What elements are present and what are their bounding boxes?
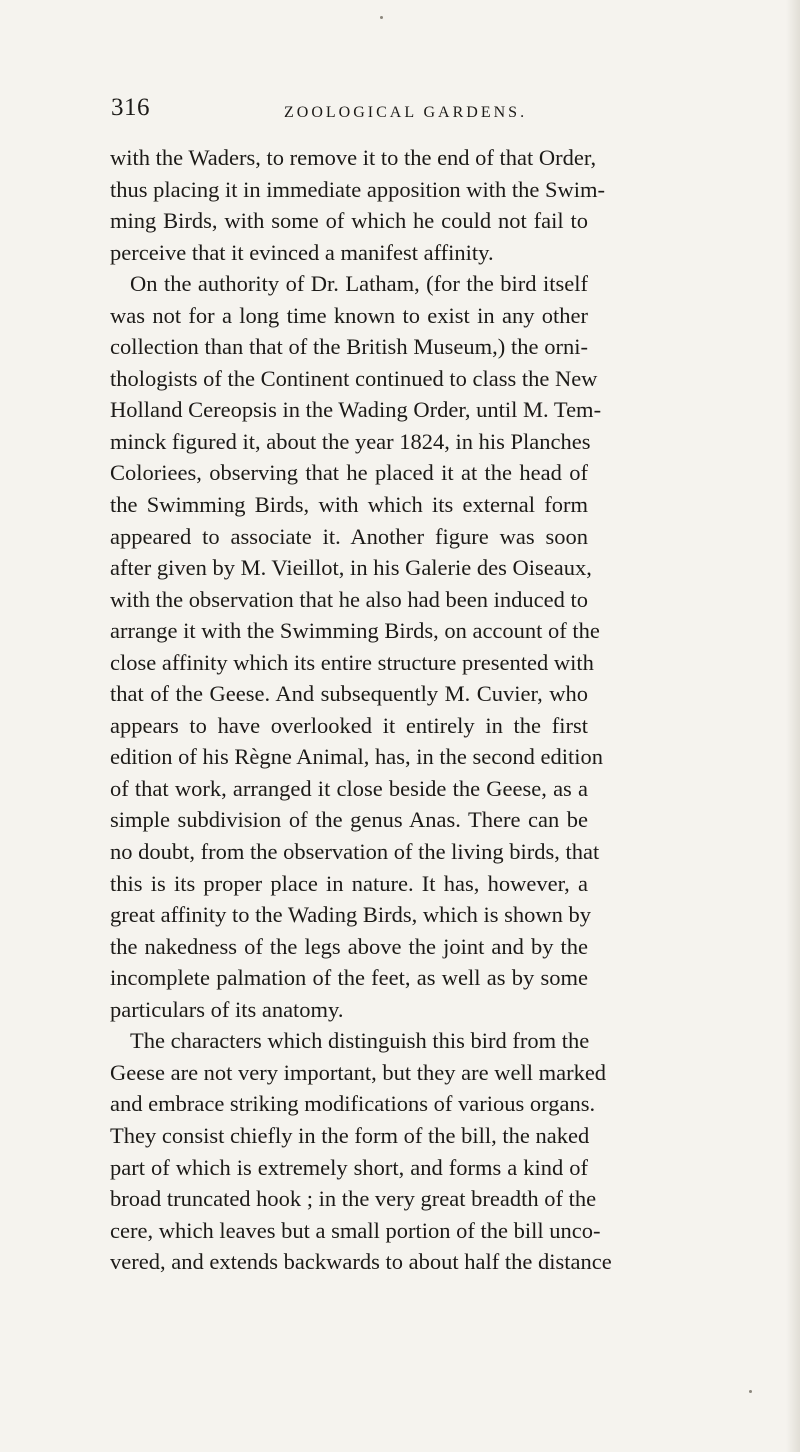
text-line: arrange it with the Swimming Birds, on account of the [110,618,600,644]
text-line: with the Waders, to remove it to the end of that Order, [110,145,597,170]
text-line: thologists of the Continent continued to class the New [110,365,598,391]
text-line: no doubt, from the observation of the living birds, that [110,839,600,865]
running-title: ZOOLOGICAL GARDENS. [284,104,528,121]
text-line: ming Birds, with some of which he could not fail to [110,208,588,234]
text-line: The characters which distinguish this bird from the [130,1028,590,1054]
text-line: thus placing it in immediate apposition with the Swim- [110,176,605,202]
text-line: incomplete palmation of the feet, as well as by some [110,965,588,991]
text-line: simple subdivision of the genus Anas. There can be [110,807,588,833]
paper-speck [380,16,383,19]
text-line: cere, which leaves but a small portion of the bill unco- [110,1217,601,1243]
page-edge-shadow [786,0,800,1452]
text-line: of that work, arranged it close beside the Geese, as a [110,775,588,801]
text-line: They consist chiefly in the form of the bill, the naked [110,1122,590,1148]
body-text [110,142,612,1278]
text-line: perceive that it evinced a manifest affinity. [110,239,494,265]
paper-speck [749,1390,752,1393]
text-line: with the observation that he also had been induced to [110,586,588,612]
text-line: that of the Geese. And subsequently M. Cuvier, who [110,681,588,707]
text-line: appeared to associate it. Another figure was soon [110,523,588,549]
text-line: Holland Cereopsis in the Wading Order, until M. Tem- [110,397,602,423]
text-line: close affinity which its entire structure presented with [110,649,594,675]
text-line: was not for a long time known to exist in any other [110,302,588,328]
text-line: edition of his Règne Animal, has, in the second edition [110,744,604,770]
text-line: On the authority of Dr. Latham, (for the bird itself [130,271,588,297]
text-line: particulars of its anatomy. [110,996,344,1022]
text-line: Coloriees, observing that he placed it at the head of [110,460,588,486]
text-line: and embrace striking modifications of various organs. [110,1091,596,1117]
text-line: vered, and extends backwards to about half the distance [110,1249,612,1275]
text-line: the Swimming Birds, with which its external form [110,492,588,518]
page-number: 316 [111,94,150,121]
text-line: collection than that of the British Museum,) the orni- [110,334,588,360]
text-line: great affinity to the Wading Birds, which is shown by [110,902,592,928]
text-line: Geese are not very important, but they are well marked [110,1059,607,1085]
page-header [111,94,571,134]
text-line: minck figured it, about the year 1824, in his Planches [110,428,591,454]
text-line: broad truncated hook ; in the very great breadth of the [110,1186,597,1212]
text-line: the nakedness of the legs above the joint and by the [110,933,588,959]
text-line: after given by M. Vieillot, in his Galerie des Oiseaux, [110,555,592,581]
text-line: this is its proper place in nature. It has, however, a [110,870,588,896]
text-line: appears to have overlooked it entirely in the first [110,712,588,738]
text-line: part of which is extremely short, and forms a kind of [110,1154,588,1180]
